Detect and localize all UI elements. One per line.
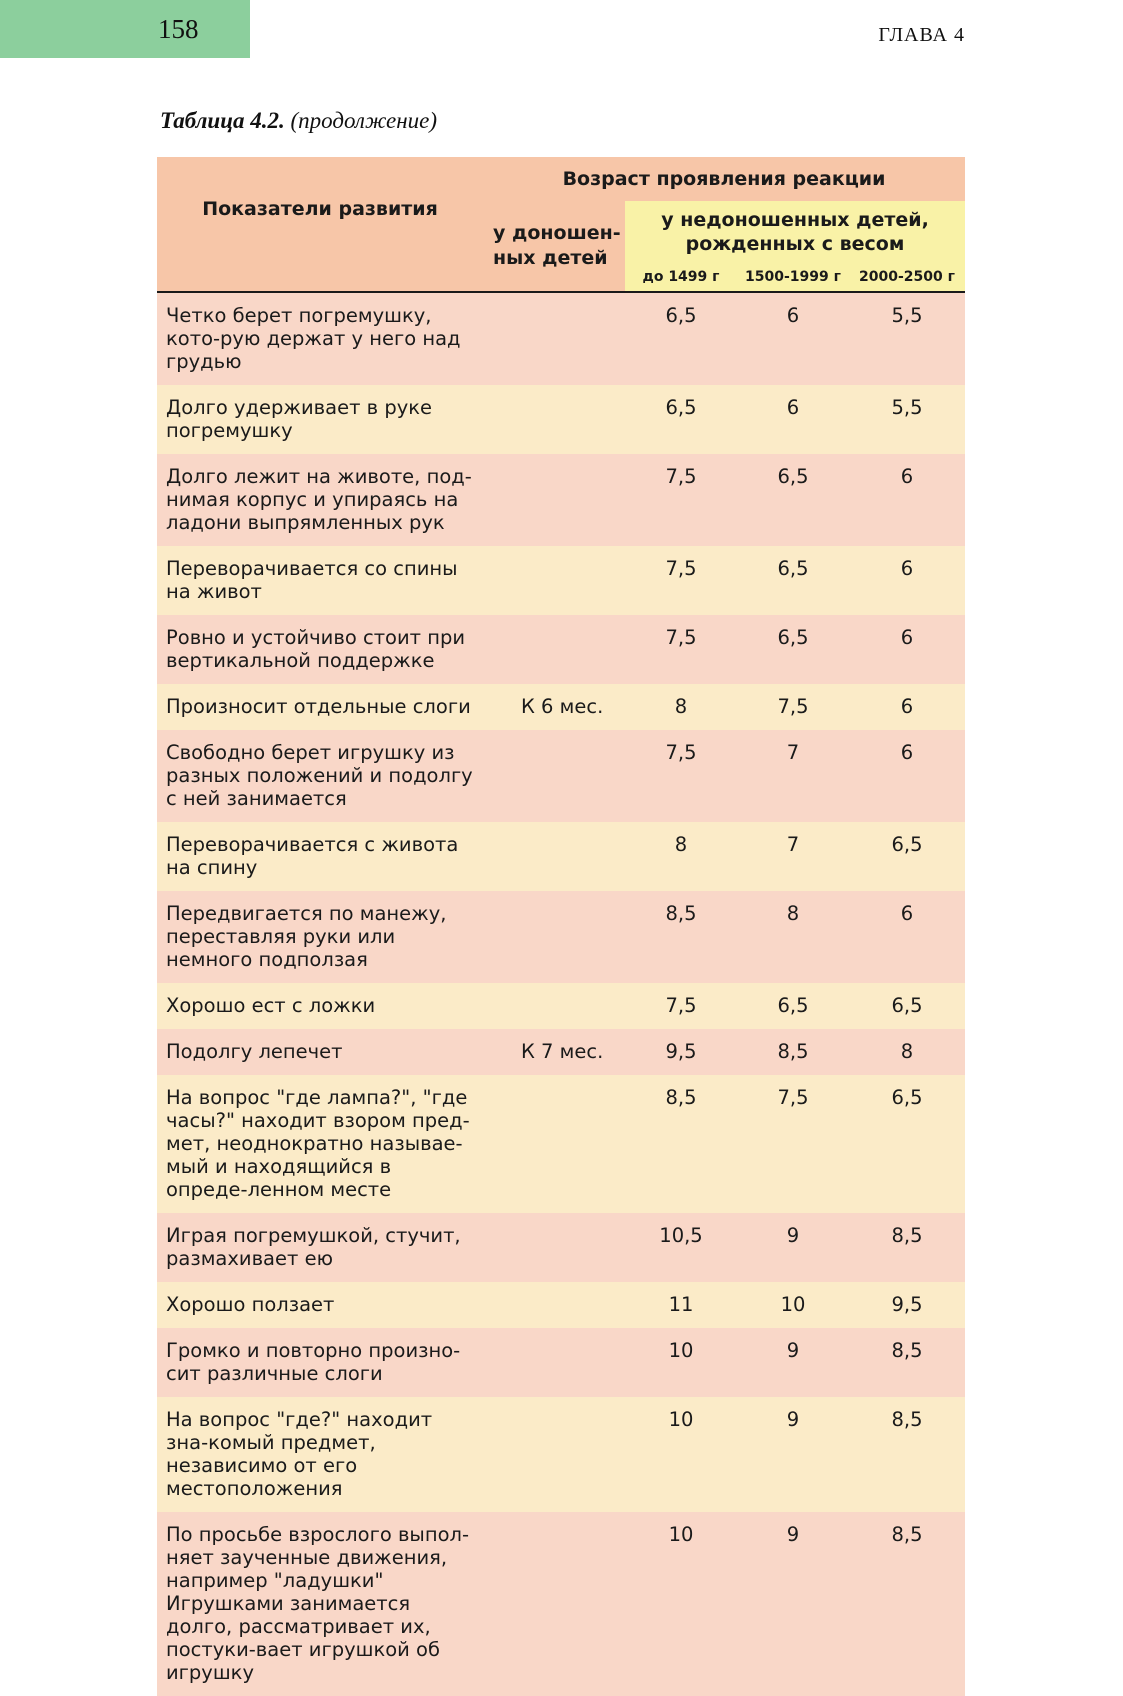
weight-1-cell: 11 xyxy=(625,1282,737,1328)
weight-2-cell: 9 xyxy=(737,1213,849,1282)
weight-2-cell: 6,5 xyxy=(737,615,849,684)
caption-note: (продолжение) xyxy=(290,108,438,133)
weight-1-cell: 7,5 xyxy=(625,546,737,615)
caption-label: Таблица 4.2. xyxy=(160,108,285,133)
weight-3-cell: 6 xyxy=(849,546,965,615)
indicator-cell: Громко и повторно произно-сит различные слоги xyxy=(157,1328,483,1397)
weight-3-cell: 8,5 xyxy=(849,1213,965,1282)
header-premature: у недоношенных детей, рожденных с весом xyxy=(625,201,965,263)
indicator-cell: Переворачивается со спины на живот xyxy=(157,546,483,615)
table-row xyxy=(157,1075,965,1213)
weight-2-cell: 6,5 xyxy=(737,454,849,546)
table-row xyxy=(157,1029,965,1075)
indicator-cell: Долго удерживает в руке погремушку xyxy=(157,385,483,454)
indicator-cell: Подолгу лепечет xyxy=(157,1029,483,1075)
weight-3-cell: 6 xyxy=(849,615,965,684)
table-row xyxy=(157,1282,965,1328)
weight-2-cell: 9 xyxy=(737,1512,849,1696)
table-row xyxy=(157,684,965,730)
header-weight-3: 2000-2500 г xyxy=(849,263,965,292)
full-term-cell xyxy=(483,385,625,454)
page-number-tab xyxy=(0,0,250,58)
table-row xyxy=(157,385,965,454)
table-row xyxy=(157,546,965,615)
full-term-cell xyxy=(483,292,625,385)
development-table xyxy=(157,157,965,1696)
chapter-title: ГЛАВА 4 xyxy=(878,24,965,46)
weight-1-cell: 8,5 xyxy=(625,891,737,983)
indicator-cell: Свободно берет игрушку из разных положений и подолгу с ней занимается xyxy=(157,730,483,822)
weight-1-cell: 10 xyxy=(625,1512,737,1696)
full-term-cell xyxy=(483,615,625,684)
full-term-cell xyxy=(483,546,625,615)
weight-1-cell: 6,5 xyxy=(625,292,737,385)
weight-3-cell: 8,5 xyxy=(849,1512,965,1696)
weight-2-cell: 7 xyxy=(737,822,849,891)
table-row xyxy=(157,1512,965,1696)
table-row xyxy=(157,454,965,546)
weight-3-cell: 8 xyxy=(849,1029,965,1075)
header-age: Возраст проявления реакции xyxy=(483,157,965,201)
full-term-cell xyxy=(483,1328,625,1397)
weight-1-cell: 10 xyxy=(625,1328,737,1397)
full-term-cell: К 6 мес. xyxy=(483,684,625,730)
weight-2-cell: 10 xyxy=(737,1282,849,1328)
weight-1-cell: 7,5 xyxy=(625,983,737,1029)
table-row xyxy=(157,615,965,684)
weight-1-cell: 8,5 xyxy=(625,1075,737,1213)
weight-3-cell: 5,5 xyxy=(849,292,965,385)
weight-3-cell: 8,5 xyxy=(849,1328,965,1397)
full-term-cell: К 7 мес. xyxy=(483,1029,625,1075)
weight-1-cell: 10,5 xyxy=(625,1213,737,1282)
table-row xyxy=(157,822,965,891)
table-row xyxy=(157,983,965,1029)
indicator-cell: Переворачивается с живота на спину xyxy=(157,822,483,891)
weight-2-cell: 6,5 xyxy=(737,983,849,1029)
weight-2-cell: 9 xyxy=(737,1397,849,1512)
indicator-cell: Произносит отдельные слоги xyxy=(157,684,483,730)
weight-1-cell: 7,5 xyxy=(625,730,737,822)
table-row xyxy=(157,292,965,385)
full-term-cell xyxy=(483,822,625,891)
weight-3-cell: 6 xyxy=(849,730,965,822)
weight-1-cell: 7,5 xyxy=(625,615,737,684)
header-full-term: у доношен-ных детей xyxy=(483,201,625,292)
indicator-cell: Четко берет погремушку, кото-рую держат у него над грудью xyxy=(157,292,483,385)
indicator-cell: По просьбе взрослого выпол-няет заученные движения, например "ладушки" Игрушками занимается долго, рассматривает их, постуки-вает игрушкой об игрушку xyxy=(157,1512,483,1696)
weight-2-cell: 7,5 xyxy=(737,684,849,730)
weight-1-cell: 8 xyxy=(625,684,737,730)
weight-3-cell: 9,5 xyxy=(849,1282,965,1328)
header-indicator: Показатели развития xyxy=(157,157,483,292)
indicator-cell: На вопрос "где?" находит зна-комый предмет, независимо от его местоположения xyxy=(157,1397,483,1512)
weight-3-cell: 6 xyxy=(849,454,965,546)
indicator-cell: На вопрос "где лампа?", "где часы?" находит взором пред-мет, неоднократно называе-мый и находящийся в опреде-ленном месте xyxy=(157,1075,483,1213)
indicator-cell: Хорошо ползает xyxy=(157,1282,483,1328)
weight-2-cell: 6 xyxy=(737,292,849,385)
weight-3-cell: 6 xyxy=(849,891,965,983)
indicator-cell: Передвигается по манежу, переставляя руки или немного подползая xyxy=(157,891,483,983)
table-caption xyxy=(160,108,437,134)
weight-2-cell: 6 xyxy=(737,385,849,454)
full-term-cell xyxy=(483,730,625,822)
weight-2-cell: 7,5 xyxy=(737,1075,849,1213)
indicator-cell: Хорошо ест с ложки xyxy=(157,983,483,1029)
weight-1-cell: 8 xyxy=(625,822,737,891)
page-number: 158 xyxy=(158,14,199,44)
weight-3-cell: 6 xyxy=(849,684,965,730)
indicator-cell: Играя погремушкой, стучит, размахивает ею xyxy=(157,1213,483,1282)
weight-2-cell: 9 xyxy=(737,1328,849,1397)
full-term-cell xyxy=(483,1282,625,1328)
weight-1-cell: 9,5 xyxy=(625,1029,737,1075)
full-term-cell xyxy=(483,454,625,546)
table-row xyxy=(157,1328,965,1397)
table-row xyxy=(157,1397,965,1512)
weight-3-cell: 6,5 xyxy=(849,822,965,891)
indicator-cell: Ровно и устойчиво стоит при вертикальной поддержке xyxy=(157,615,483,684)
full-term-cell xyxy=(483,891,625,983)
indicator-cell: Долго лежит на животе, под-нимая корпус и упираясь на ладони выпрямленных рук xyxy=(157,454,483,546)
full-term-cell xyxy=(483,1397,625,1512)
full-term-cell xyxy=(483,983,625,1029)
weight-1-cell: 10 xyxy=(625,1397,737,1512)
full-term-cell xyxy=(483,1075,625,1213)
table-body xyxy=(157,292,965,1696)
full-term-cell xyxy=(483,1512,625,1696)
weight-1-cell: 7,5 xyxy=(625,454,737,546)
weight-3-cell: 5,5 xyxy=(849,385,965,454)
header-weight-2: 1500-1999 г xyxy=(737,263,849,292)
table-row xyxy=(157,730,965,822)
weight-2-cell: 7 xyxy=(737,730,849,822)
weight-2-cell: 6,5 xyxy=(737,546,849,615)
header-weight-1: до 1499 г xyxy=(625,263,737,292)
table-row xyxy=(157,891,965,983)
weight-2-cell: 8 xyxy=(737,891,849,983)
full-term-cell xyxy=(483,1213,625,1282)
weight-1-cell: 6,5 xyxy=(625,385,737,454)
weight-3-cell: 6,5 xyxy=(849,1075,965,1213)
weight-3-cell: 8,5 xyxy=(849,1397,965,1512)
weight-3-cell: 6,5 xyxy=(849,983,965,1029)
table-row xyxy=(157,1213,965,1282)
weight-2-cell: 8,5 xyxy=(737,1029,849,1075)
